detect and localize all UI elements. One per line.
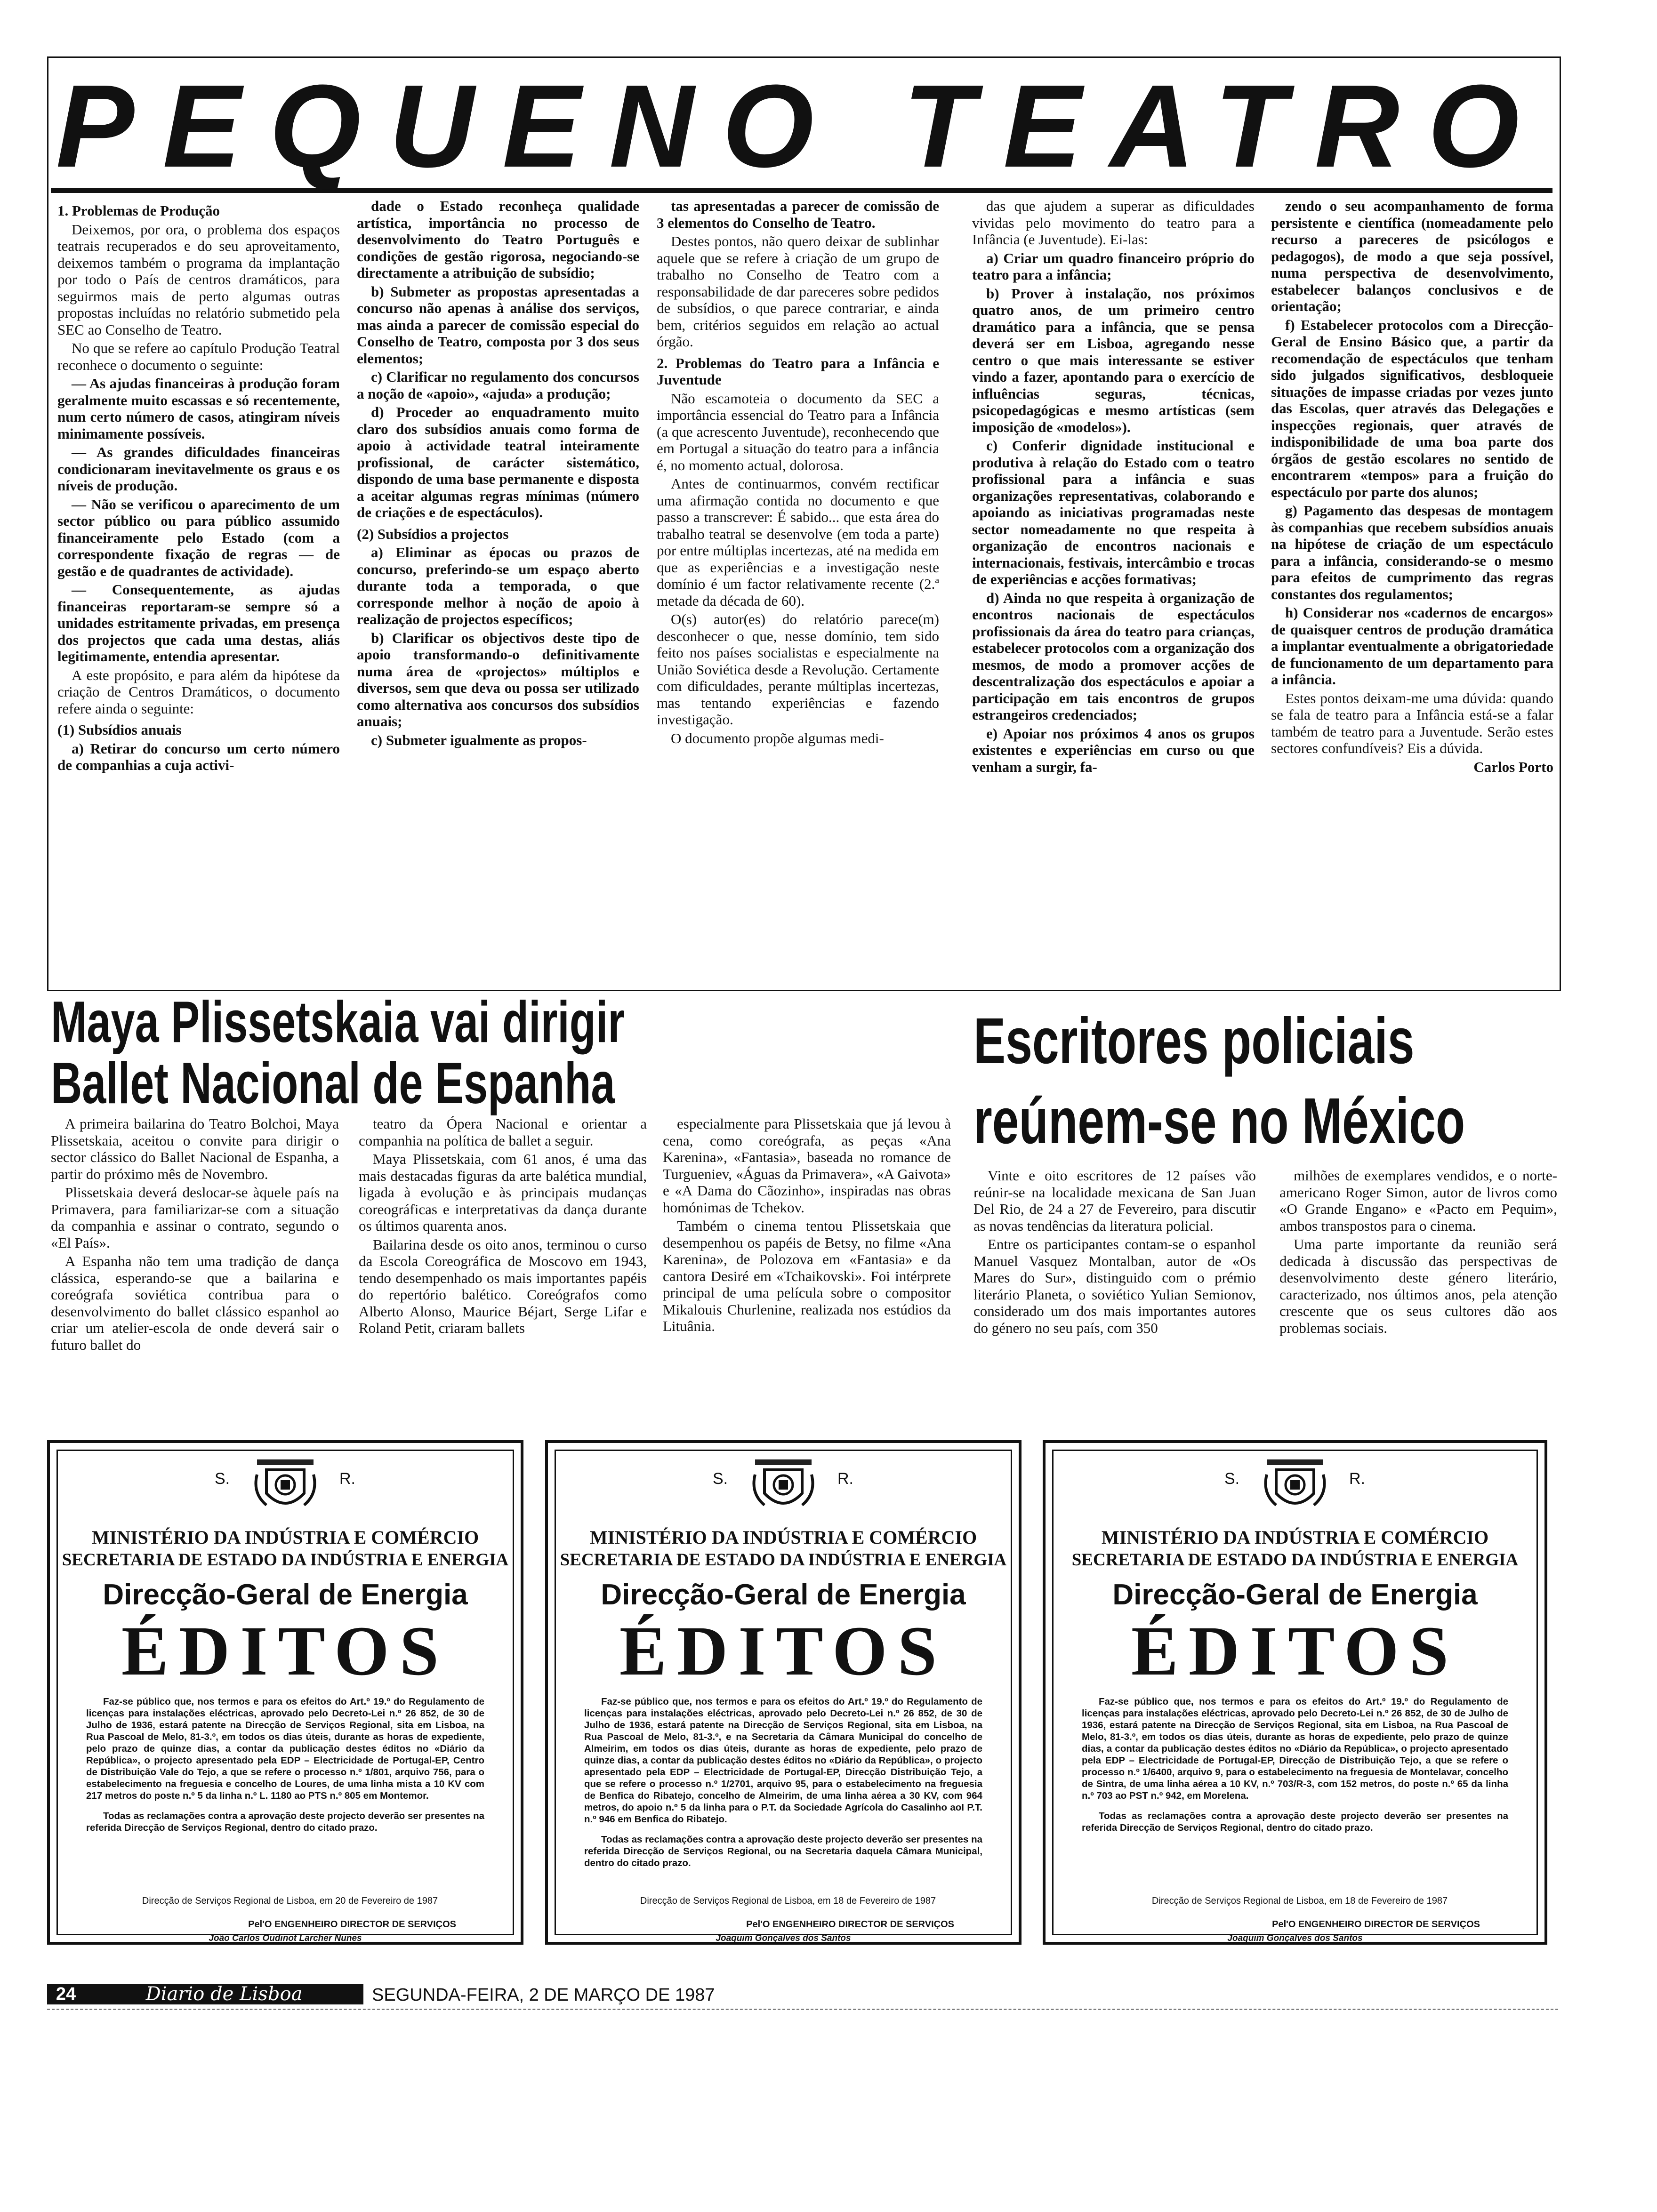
page-number: 24	[47, 1984, 85, 2004]
maya-headline-line2: Ballet Nacional de Espanha	[51, 1051, 615, 1116]
paragraph: Plissetskaia deverá deslocar-se àquele país na Primavera, para familiarizar-se com a situação da companhia e assinar o contrato, segundo o «El País».	[51, 1184, 339, 1251]
paragraph: — Consequentemente, as ajudas financeiras reportaram-se sempre só a unidades estritamente privadas, em presença dos projectos que cada uma destas, aliás legitimamente, entendia apresentar.	[57, 581, 340, 665]
paragraph: Bailarina desde os oito anos, terminou o curso da Escola Coreográfica de Moscovo em 1943, tendo desempenhado os mais importantes papéis do repertório balético. Coreógrafos como Alberto Alonso, Maurice Béjart, Serge Lifar e Roland Petit, criaram ballets	[359, 1236, 647, 1336]
teatro-column-1	[57, 198, 340, 960]
edital-reclamacoes: Todas as reclamações contra a aprovação deste projecto deverão ser presentes na referida Direcção de Serviços Regional, dentro do citado prazo.	[86, 1811, 484, 1833]
paragraph: especialmente para Plissetskaia que já levou à cena, como coreógrafa, as peças «Ana Karenina», «Fantasia», baseada no romance de Turgueniev, «Águas da Primavera», «A Gaivota» e «A Dama do Cãozinho», inspiradas nas obras homónimas de Tchekov.	[663, 1115, 951, 1216]
paragraph: g) Pagamento das despesas de montagem às companhias que recebem subsídios anuais na hipótese de criação de um espectáculo para a infância, considerando-se o mesmo para efeitos de cumprimento das regras constantes dos regulamentos;	[1271, 502, 1553, 602]
edital-signatory-name: Joaquim Gonçalves dos Santos	[716, 1933, 851, 1943]
edital-inner-border	[56, 1450, 514, 1943]
edital-signatory-title: Pel'O ENGENHEIRO DIRECTOR DE SERVIÇOS	[746, 1919, 954, 1930]
editos-heading: ÉDITOS	[1131, 1612, 1459, 1690]
edital-text: Faz-se público que, nos termos e para os efeitos do Art.º 19.º do Regulamento de licenças para instalações eléctricas, aprovado pelo Decreto-Lei n.º 26 852, de 30 de Julho de 1936, estará patente na Direcção de Serviços Regional, sita em Lisboa, na Rua Pascoal de Melo, 81-3.º, e na Secretaria da Câmara Municipal do concelho de Almeirim, em todos os dias úteis, durante as horas de expediente, pelo prazo de quinze dias, a contar da publicação destes éditos no «Diário da República», o projecto apresentado pela EDP – Electricidade de Portugal-EP, Direcção Distribuição Tejo, a que se refere o processo n.º 1/2701, arquivo 95, para o estabelecimento na freguesia de Benfica do Ribatejo, concelho de Almeirim, de uma linha aérea a 30 KV, com 964 metros, do apoio n.º 5 da linha para o P.T. da Sociedade Agrícola do Casalinho aoI P.T. n.º 946 em Benfica do Ribatejo.	[584, 1696, 982, 1825]
paragraph: Não escamoteia o documento da SEC a importância essencial do Teatro para a Infância (a que acrescento Juventude), reconhecendo que em Portugal a situação do teatro para a infância é, no momento actual, dolorosa.	[657, 390, 939, 473]
edital-ad	[545, 1440, 1022, 1945]
s-letter: S.	[215, 1470, 230, 1488]
paragraph: b) Submeter as propostas apresentadas a concurso não apenas à análise dos serviços, mas ainda a parecer de comissão especial do Conselho de Teatro, composta por 3 dos seus elementos;	[357, 283, 639, 367]
paragraph: c) Conferir dignidade institucional e produtiva à relação do Estado com o teatro profissional para a infância e suas organizações representativas, colaborando e apoiando as iniciativas programadas neste sector nomeadamente no que respeita à organização de encontros nacionais e internacionais, festivais, intercâmbio e trocas de experiências e acções formativas;	[972, 437, 1255, 587]
issue-date: SEGUNDA-FEIRA, 2 DE MARÇO DE 1987	[372, 1985, 715, 2005]
teatro-column-4	[972, 198, 1255, 960]
maya-headline-line1: Maya Plissetskaia vai dirigir	[51, 990, 625, 1055]
maya-column-1	[51, 1115, 339, 1426]
edital-reclamacoes: Todas as reclamações contra a aprovação deste projecto deverão ser presentes na referida Direcção de Serviços Regional, dentro do citado prazo.	[1082, 1811, 1508, 1833]
paragraph: das que ajudem a superar as dificuldades vividas pelo movimento do teatro para a Infância (e Juventude). Ei-las:	[972, 198, 1255, 248]
paragraph: Uma parte importante da reunião será dedicada à discussão das perspectivas de desenvolvimento deste género literário, caracterizado, nos últimos anos, pela atenção crescente que os seus cultores dão aos problemas sociais.	[1279, 1236, 1557, 1336]
paragraph: h) Considerar nos «cadernos de encargos» de quaisquer centros de produção dramática a implantar eventualmente a obrigatoriedade de funcionamento de um departamento para a infância.	[1271, 604, 1553, 688]
paragraph: b) Clarificar os objectivos deste tipo de apoio transformando-o definitivamente numa área de «projectos» múltiplos e diversos, sem que deva ou possa ser utilizado como alternativa aos concursos dos subsídios anuais;	[357, 629, 639, 729]
teatro-column-3	[657, 198, 939, 960]
edital-inner-border	[555, 1450, 1012, 1943]
editos-heading: ÉDITOS	[121, 1612, 450, 1690]
paragraph: a) Criar um quadro financeiro próprio do teatro para a infância;	[972, 249, 1255, 283]
escritores-headline-line1: Escritores policiais	[973, 1005, 1415, 1077]
edital-ad	[47, 1440, 523, 1945]
subheading: (1) Subsídios anuais	[57, 721, 182, 738]
secretariat-title: SECRETARIA DE ESTADO DA INDÚSTRIA E ENERGIA	[1071, 1550, 1519, 1570]
edital-date: Direcção de Serviços Regional de Lisboa, em 20 de Fevereiro de 1987	[142, 1896, 438, 1906]
paragraph: Destes pontos, não quero deixar de sublinhar aquele que se refere à criação de um grupo de trabalho no Conselho de Teatro com a responsabilidade de dar pareceres sobre pedidos de subsídios, o que parece contrariar, e ainda bem, critérios seguidos em relação ao actual órgão.	[657, 233, 939, 350]
paragraph: Deixemos, por ora, o problema dos espaços teatrais recuperados e do seu aproveitamento, deixemos também o programa da implantação por todo o País de centros dramáticos, para seguirmos mais de perto algumas outras propostas incluídas no relatório submetido pela SEC ao Conselho de Teatro.	[57, 221, 340, 338]
teatro-column-2	[357, 198, 639, 960]
paragraph: tas apresentadas a parecer de comissão de 3 elementos do Conselho de Teatro.	[657, 198, 939, 231]
secretariat-title: SECRETARIA DE ESTADO DA INDÚSTRIA E ENERGIA	[62, 1550, 509, 1570]
paragraph: a) Retirar do concurso um certo número de companhias a cuja activi-	[57, 740, 340, 773]
directorate-title: Direcção-Geral de Energia	[1112, 1579, 1478, 1611]
subheading: 2. Problemas do Teatro para a Infância e Juventude	[657, 354, 939, 388]
s-letter: S.	[1224, 1470, 1240, 1488]
paragraph: No que se refere ao capítulo Produção Teatral reconhece o documento o seguinte:	[57, 340, 340, 373]
paragraph: O(s) autor(es) do relatório parece(m) desconhecer o que, nesse domínio, tem sido feito nos países socialistas e especialmente na União Soviética desde a Revolução. Certamente com dificuldades, perante múltiplas incertezas, mas tentando experiências e fazendo investigação.	[657, 611, 939, 728]
paragraph: Vinte e oito escritores de 12 países vão reúnir-se na localidade mexicana de San Juan Del Rio, de 24 a 27 de Fevereiro, para discutir as novas tendências da literatura policial.	[973, 1167, 1256, 1234]
ministry-title: MINISTÉRIO DA INDÚSTRIA E COMÉRCIO	[1101, 1527, 1489, 1548]
paragraph: — As grandes dificuldades financeiras condicionaram inevitavelmente os graus e os níveis de produção.	[57, 444, 340, 494]
edital-date: Direcção de Serviços Regional de Lisboa, em 18 de Fevereiro de 1987	[1151, 1896, 1448, 1906]
footer-rule	[47, 2009, 1558, 2010]
subheading: 1. Problemas de Produção	[57, 202, 220, 219]
coat-of-arms-icon	[1262, 1456, 1328, 1517]
edital-text: Faz-se público que, nos termos e para os efeitos do Art.º 19.º do Regulamento de licenças para instalações eléctricas, aprovado pelo Decreto-Lei n.º 26 852, de 30 de Julho de 1936, estará patente na Direcção de Serviços Regional, sita em Lisboa, na Rua Pascoal de Melo, 81-3.º, em todos os dias úteis, durante as horas de expediente, pelo prazo de quinze dias, a contar da publicação destes éditos no «Diário da República», o projecto apresentado pela EDP – Electricidade de Portugal-EP, Direcção de Distribuição Tejo, a que se refere o processo n.º 1/6400, arquivo 9, para o estabelecimento na freguesia de Montelavar, concelho de Sintra, de uma linha aérea a 10 KV, n.º 703/R-3, com 152 metros, do poste n.º 65 da linha n.º 703 ao PST n.º 942, em Morelena.	[1082, 1696, 1508, 1801]
edital-date: Direcção de Serviços Regional de Lisboa, em 18 de Fevereiro de 1987	[640, 1896, 936, 1906]
edital-signatory-title: Pel'O ENGENHEIRO DIRECTOR DE SERVIÇOS	[248, 1919, 456, 1930]
coat-of-arms-icon	[252, 1456, 318, 1517]
paragraph: c) Submeter igualmente as propos-	[371, 731, 587, 748]
newspaper-name: Diario de Lisboa	[85, 1984, 363, 2004]
edital-inner-border	[1052, 1450, 1538, 1943]
escritores-column-2	[1279, 1167, 1557, 1431]
s-letter: S.	[713, 1470, 728, 1488]
paragraph: A este propósito, e para além da hipótese da criação de Centros Dramáticos, o documento refere ainda o seguinte:	[57, 666, 340, 717]
edital-signatory-name: João Carlos Oudinot Larcher Nunes	[209, 1933, 362, 1943]
paragraph: f) Estabelecer protocolos com a Direcção-Geral de Ensino Básico que, a partir da recomendação de espectáculos que tenham sido julgados significativos, desbloqueie situações de impasse criadas por vezes junto das Escolas, quer através das Delegações e inspecções regionais, quer através de indisponibilidade de uma boa parte dos órgãos de gestão escolares no sentido de encontrarem «tempos» para a fruição do espectáculo por parte dos alunos;	[1271, 316, 1553, 500]
paragraph: milhões de exemplares vendidos, e o norte-americano Roger Simon, autor de livros como «O Grande Engano» e «Pacto em Pequim», ambos transpostos para o cinema.	[1279, 1167, 1557, 1234]
paragraph: teatro da Ópera Nacional e orientar a companhia na política de ballet a seguir.	[359, 1115, 647, 1149]
paragraph: d) Proceder ao enquadramento muito claro dos subsídios anuais como forma de apoio à actividade teatral inteiramente profissional, de carácter sistemático, dispondo de uma base permanente e disposta a aceitar algumas regras mínimas (número de criações e de espectáculos).	[357, 404, 639, 521]
escritores-headline-line2: reúnem-se no México	[973, 1085, 1465, 1157]
paragraph: — Não se verificou o aparecimento de um sector público ou para público assumido financeiramente pelo Estado (com a correspondente fixação de regras — de gestão e de quadrantes de actividade).	[57, 496, 340, 579]
directorate-title: Direcção-Geral de Energia	[103, 1579, 468, 1611]
subheading: (2) Subsídios a projectos	[357, 525, 509, 542]
coat-of-arms-icon	[750, 1456, 816, 1517]
paragraph: Maya Plissetskaia, com 61 anos, é uma das mais destacadas figuras da arte balética mundial, ligada à evolução e às principais mudanças coreográficas e interpretativas da dança durante os últimos quarenta anos.	[359, 1151, 647, 1234]
edital-body	[86, 1696, 484, 1842]
editos-heading: ÉDITOS	[619, 1612, 948, 1690]
edital-text: Faz-se público que, nos termos e para os efeitos do Art.º 19.º do Regulamento de licenças para instalações eléctricas, aprovado pelo Decreto-Lei n.º 26 852, de 30 de Julho de 1936, estará patente na Direcção de Serviços Regional, sita em Lisboa, na Rua Pascoal de Melo, 81-3.º, em todos os dias úteis, durante as horas de expediente, pelo prazo de quinze dias, a contar da publicação destes éditos no «Diário da República», o projecto apresentado pela EDP – Electricidade de Portugal-EP, Centro de Distribuição Vale do Tejo, a que se refere o processo n.º 1/801, arquivo 756, para o estabelecimento na freguesia e concelho de Loures, de uma linha mista a 10 KV com 217 metros do poste n.º 5 da linha n.º L. 1180 ao PTS n.º 805 em Montemor.	[86, 1696, 484, 1801]
paragraph: e) Apoiar nos próximos 4 anos os grupos existentes e experiências em curso ou que venham a surgir, fa-	[972, 725, 1255, 775]
section-title: PEQUENO TEATRO	[51, 64, 1552, 193]
paragraph: Antes de continuarmos, convém rectificar uma afirmação contida no documento e que passo a transcrever: É sabido... que esta área do trabalho teatral se desenvolve (em toda a parte) por entre múltiplas incertezas, até na medida em que as experiências e a investigação neste domínio é um factor relativamente recente (2.ª metade da década de 60).	[657, 475, 939, 609]
edital-reclamacoes: Todas as reclamações contra a aprovação deste projecto deverão ser presentes na referida Direcção de Serviços Regional, ou na Secretaria daquela Câmara Municipal, dentro do citado prazo.	[584, 1834, 982, 1868]
paragraph: Também o cinema tentou Plissetskaia que desempenhou os papéis de Betsy, no filme «Ana Karenina», de Polozova em «Fantasia» e da cantora Desiré em «Tchaikovski». Foi intérprete principal de uma película sobre o compositor Mikalouis Churlenine, realizada nos estúdios da Lituânia.	[663, 1218, 951, 1334]
secretariat-title: SECRETARIA DE ESTADO DA INDÚSTRIA E ENERGIA	[560, 1550, 1007, 1570]
paragraph: a) Eliminar as épocas ou prazos de concurso, preferindo-se um espaço aberto durante toda a temporada, o que corresponde melhor à noção de apoio à realização de projectos específicos;	[357, 544, 639, 627]
maya-column-2	[359, 1115, 647, 1426]
edital-ad	[1043, 1440, 1547, 1945]
paragraph: dade o Estado reconheça qualidade artística, importância no processo de desenvolvimento do Teatro Português e condições de gestão rigorosa, negociando-se directamente a atribuição de subsídio;	[357, 198, 639, 281]
edital-signatory-name: Joaquim Gonçalves dos Santos	[1227, 1933, 1363, 1943]
directorate-title: Direcção-Geral de Energia	[601, 1579, 966, 1611]
paragraph: O documento propõe algumas medi-	[671, 729, 884, 746]
teatro-column-5	[1271, 198, 1553, 970]
ministry-title: MINISTÉRIO DA INDÚSTRIA E COMÉRCIO	[91, 1527, 479, 1548]
ministry-title: MINISTÉRIO DA INDÚSTRIA E COMÉRCIO	[589, 1527, 977, 1548]
r-letter: R.	[339, 1470, 355, 1488]
paragraph: A primeira bailarina do Teatro Bolchoi, Maya Plissetskaia, aceitou o convite para dirigir o sector clássico do Ballet Nacional de Espanha, a partir do próximo mês de Novembro.	[51, 1115, 339, 1182]
edital-body	[584, 1696, 982, 1877]
paragraph: A Espanha não tem uma tradição de dança clássica, esperando-se que a bailarina e coreógrafa soviética contribua para o desenvolvimento do ballet clássico espanhol ao criar um atelier-escola de onde deverá sair o futuro ballet do	[51, 1253, 339, 1353]
paragraph: d) Ainda no que respeita à organização de encontros nacionais de espectáculos profissionais da área do teatro para crianças, estabelecer protocolos com a organização dos mesmos, de modo a promover acções de descentralização dos espectáculos e apoiar a participação em tais encontros de grupos estrangeiros credenciados;	[972, 589, 1255, 723]
paragraph: zendo o seu acompanhamento de forma persistente e científica (nomeadamente pelo recurso a pareceres de psicólogos e pedagogos), de modo a que seja possível, numa perspectiva de desenvolvimento, estabelecer balanços conclusivos e de orientação;	[1271, 198, 1553, 314]
r-letter: R.	[837, 1470, 853, 1488]
maya-column-3	[663, 1115, 951, 1426]
paragraph: b) Prover à instalação, nos próximos quatro anos, de um primeiro centro dramático para a infância, que se pensa deverá ser em Lisboa, agregando nesse centro o que mais interessante se estiver vindo a fazer, apontando para o exercício de influências seguras, técnicas, psicopedagógicas e mesmo artísticas (sem imposição de «modelos»).	[972, 285, 1255, 435]
byline: Carlos Porto	[1473, 758, 1553, 775]
r-letter: R.	[1349, 1470, 1365, 1488]
edital-body	[1082, 1696, 1508, 1842]
escritores-column-1	[973, 1167, 1256, 1431]
paragraph: c) Clarificar no regulamento dos concursos a noção de «apoio», «ajuda» a produção;	[357, 369, 639, 402]
edital-signatory-title: Pel'O ENGENHEIRO DIRECTOR DE SERVIÇOS	[1272, 1919, 1480, 1930]
paragraph: Entre os participantes contam-se o espanhol Manuel Vasquez Montalban, autor de «Os Mares do Sur», distinguido com o prémio literário Planeta, o soviético Yulian Semionov, considerado um dos mais importantes autores do género no seu país, com 350	[973, 1236, 1256, 1336]
paragraph: Estes pontos deixam-me uma dúvida: quando se fala de teatro para a Infância está-se a falar também de teatro para a Juventude. Serão estes sectores confundíveis? Eis a dúvida.	[1271, 689, 1553, 756]
paragraph: — As ajudas financeiras à produção foram geralmente muito escassas e só recentemente, num certo número de casos, atingiram níveis minimamente possíveis.	[57, 375, 340, 442]
